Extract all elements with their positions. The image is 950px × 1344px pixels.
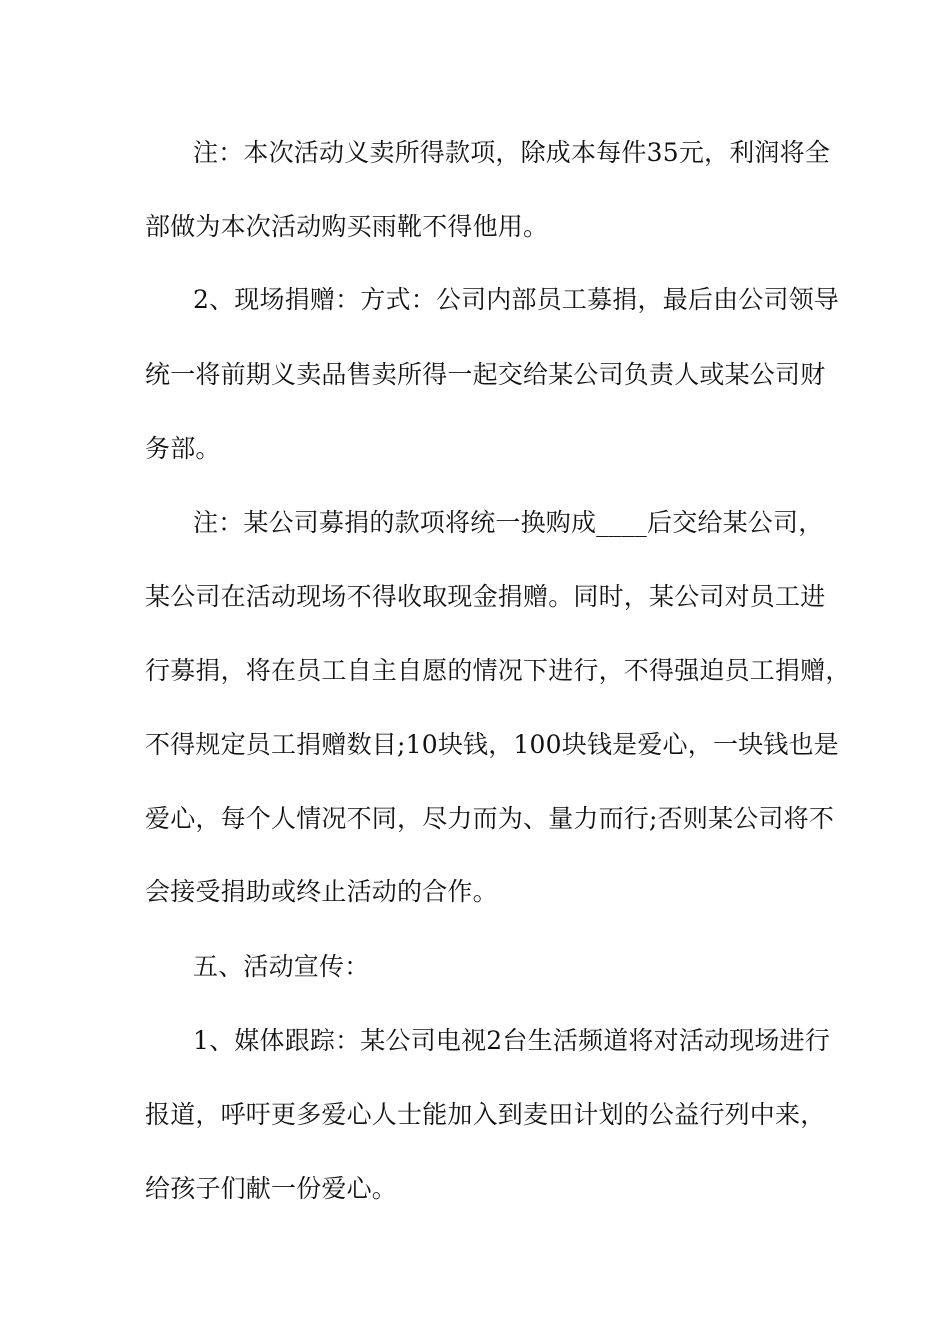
text-line: 2、现场捐赠：方式：公司内部员工募捐，最后由公司领导 — [193, 285, 840, 314]
text-line: 某公司在活动现场不得收取现金捐赠。同时，某公司对员工进 — [145, 582, 826, 611]
text-line: 注：本次活动义卖所得款项，除成本每件35元，利润将全 — [193, 138, 831, 167]
text-line: 会接受捐助或终止活动的合作。 — [145, 877, 498, 906]
text-line: 部做为本次活动购买雨靴不得他用。 — [145, 212, 549, 241]
text-line: 务部。 — [145, 434, 221, 463]
text-line: 爱心，每个人情况不同，尽力而为、量力而行;否则某公司将不 — [145, 804, 835, 833]
text-line: 报道，呼吁更多爱心人士能加入到麦田计划的公益行列中来， — [145, 1100, 826, 1129]
text-line: 给孩子们献一份爱心。 — [145, 1174, 398, 1203]
text-line: 不得规定员工捐赠数目;10块钱，100块钱是爱心，一块钱也是 — [145, 730, 839, 759]
section-heading: 五、活动宣传： — [193, 952, 370, 981]
text-line: 1、媒体跟踪：某公司电视2台生活频道将对活动现场进行 — [193, 1026, 831, 1055]
text-line: 行募捐，将在员工自主自愿的情况下进行，不得强迫员工捐赠， — [145, 656, 851, 685]
text-line: 注：某公司募捐的款项将统一换购成____后交给某公司， — [193, 508, 824, 537]
text-line: 统一将前期义卖品售卖所得一起交给某公司负责人或某公司财 — [145, 360, 826, 389]
